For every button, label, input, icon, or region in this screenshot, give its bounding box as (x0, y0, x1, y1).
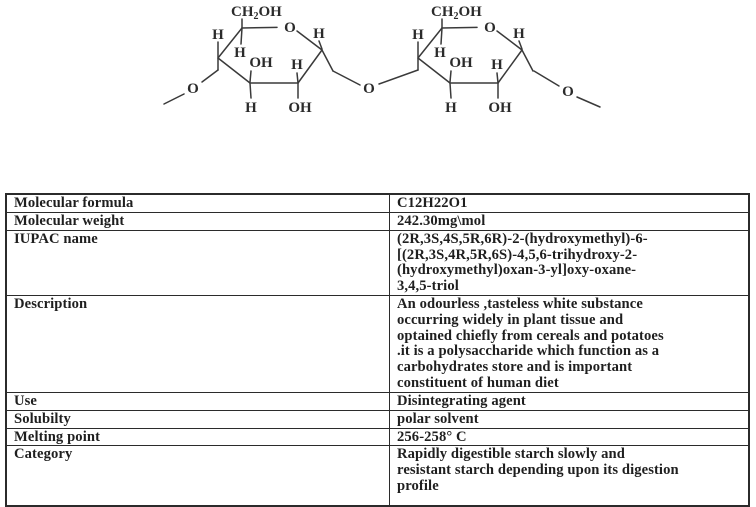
property-value-cell: C12H22O1 (390, 194, 750, 212)
property-value-cell: An odourless ,tasteless white substance occurring widely in plant tissue and optained chiefly from cereals and potatoes .it is a polysaccharide which function as a carbohydrates store and is important constituent of human diet (390, 295, 750, 392)
property-label-cell: Molecular formula (6, 194, 390, 212)
table-row (6, 212, 749, 230)
property-value-cell: Rapidly digestible starch slowly and resistant starch depending upon its digestion profile (390, 446, 750, 506)
h-label: H (234, 45, 246, 61)
table-row (6, 410, 749, 428)
bond-line (297, 73, 298, 83)
property-value-cell: Disintegrating agent (390, 392, 750, 410)
pyranose-ring-right (412, 4, 533, 116)
bond-line (250, 83, 251, 98)
bond-line (202, 70, 218, 82)
h-label: H (313, 26, 325, 42)
ring-oxygen-label: O (284, 20, 296, 36)
terminal-oxygen-label: O (562, 84, 574, 100)
property-label-cell: Use (6, 392, 390, 410)
bond-line (534, 71, 559, 86)
table-row (6, 392, 749, 410)
property-label-cell: Description (6, 295, 390, 392)
structure-figure (0, 0, 756, 135)
table-row (6, 446, 749, 506)
property-label-cell: Category (6, 446, 390, 506)
property-label-cell: Melting point (6, 428, 390, 446)
bond-line (241, 28, 242, 44)
terminal-oxygen-label: O (187, 81, 199, 97)
property-label-cell: Solubilty (6, 410, 390, 428)
oh-label: OH (288, 100, 312, 116)
bond-line (577, 97, 600, 107)
property-value-cell: (2R,3S,4S,5R,6R)-2-(hydroxymethyl)-6- [(2R,3S,4R,5R,6S)-4,5,6-trihydroxy-2- (hydroxymethyl)oxan-3-yl]oxy-oxane- 3,4,5-triol (390, 230, 750, 295)
ch2oh-label-oh: OH (258, 4, 282, 20)
h-label: H (291, 57, 303, 73)
table-row (6, 194, 749, 212)
disaccharide-structure-svg (0, 0, 756, 135)
bond-line (242, 27, 277, 28)
table-row (6, 295, 749, 392)
property-label-cell: IUPAC name (6, 230, 390, 295)
bond-line (250, 71, 251, 82)
bond-line (164, 94, 184, 104)
bond-line (333, 71, 360, 85)
ch2oh-label-sub2: 2 (253, 11, 259, 22)
ch2oh-label-ch: CH (231, 4, 254, 20)
table-row (6, 428, 749, 446)
pyranose-ring (212, 4, 333, 116)
h-label: H (245, 100, 257, 116)
property-label-cell: Molecular weight (6, 212, 390, 230)
glycosidic-oxygen-label: O (363, 81, 375, 97)
property-value-cell: polar solvent (390, 410, 750, 428)
table-row (6, 230, 749, 295)
ch2oh-label (231, 4, 282, 22)
h-label: H (212, 27, 224, 43)
bond-line (218, 58, 250, 83)
oh-label: OH (249, 55, 273, 71)
bond-line (379, 70, 418, 84)
property-value-cell: 256-258° C (390, 428, 750, 446)
properties-table (5, 193, 750, 507)
bond-line (322, 50, 333, 71)
property-value-cell: 242.30mg\mol (390, 212, 750, 230)
